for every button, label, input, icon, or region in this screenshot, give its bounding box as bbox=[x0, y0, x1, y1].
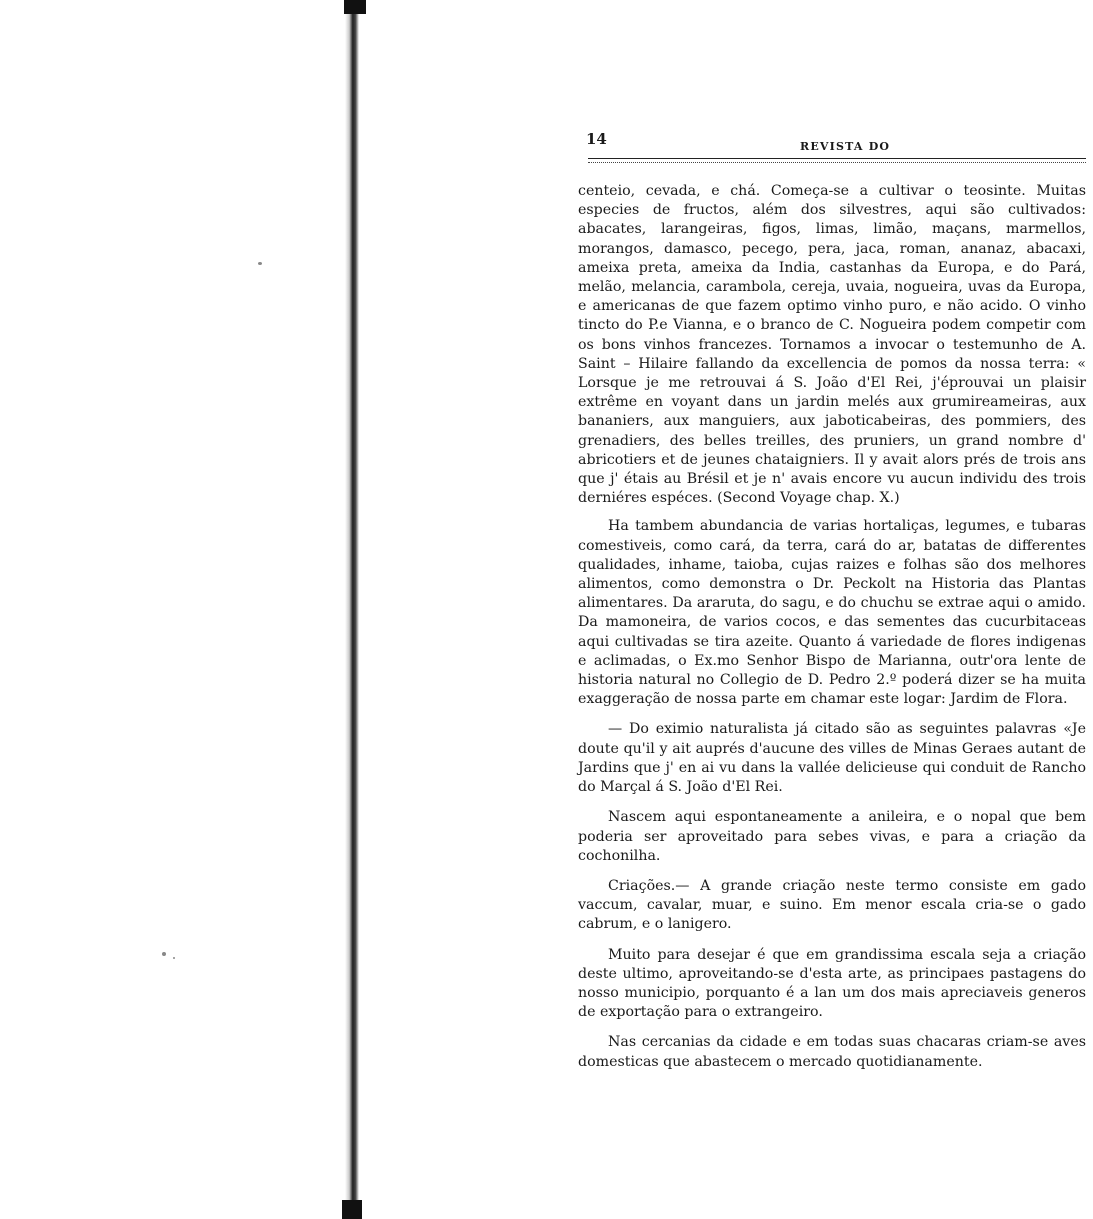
right-page bbox=[578, 130, 1088, 1070]
paragraph: Muito para desejar é que em grandissima escala seja a criação deste ultimo, aproveitando-se d'esta arte, as principaes pastagens do nosso municipio, porquanto é a lan um dos mais apreciaveis generos de exportação para o extrangeiro. bbox=[578, 946, 1086, 1021]
running-title: REVISTA DO bbox=[800, 140, 891, 153]
page-body bbox=[578, 182, 1086, 1072]
paragraph: Nas cercanias da cidade e em todas suas chacaras criam-se aves domesticas que abastecem o mercado quotidianamente. bbox=[578, 1034, 1086, 1070]
paper-speck bbox=[173, 957, 175, 959]
left-blank-page bbox=[0, 0, 350, 1219]
paragraph: centeio, cevada, e chá. Começa-se a cultivar o teosinte. Muitas especies de fructos, além dos silvestres, aqui são cultivados: abacates, larangeiras, figos, limas, limão, maçans, marmellos, morangos, damasco, pecego, pera, jaca, roman, ananaz, abacaxi, ameixa preta, ameixa da India, castanhas da Europa, e do Pará, melão, melancia, carambola, cereja, uvaia, nogueira, uvas da Europa, e americanas de que fazem optimo vinho puro, e não acido. O vinho tincto do P.e Vianna, e o branco de C. Nogueira podem competir com os bons vinhos francezes. Tornamos a invocar o testemunho de A. Saint – Hilaire fallando da excellencia de pomos da nossa terra: « Lorsque je me retrouvai á S. João d'El Rei, j'éprouvai un plaisir extrême en voyant dans un jardin melés aux grumireameiras, aux bananiers, aux manguiers, aux jaboticabeiras, des pommiers, des grenadiers, des belles treilles, des pruniers, un grand nombre d' abricotiers et de jeunes chataigniers. Il y avait alors prés de trois ans que j' étais au Brésil et je n' avais encore vu aucun individu des trois derniéres espéces. (Second Voyage chap. X.) bbox=[578, 183, 1086, 507]
paper-speck bbox=[258, 262, 262, 265]
page-header bbox=[578, 130, 1088, 156]
gutter-shadow-top bbox=[344, 0, 366, 14]
paragraph: Criações.— A grande criação neste termo consiste em gado vaccum, cavalar, muar, e suino. Em menor escala cria-se o gado cabrum, e o lanigero. bbox=[578, 877, 1086, 933]
gutter-shadow-bottom bbox=[342, 1200, 362, 1219]
paragraph: — Do eximio naturalista já citado são as seguintes palavras «Je doute qu'il y ait auprés d'aucune des villes de Minas Geraes autant de Jardins que j' en ai vu dans la vallée delicieuse qui conduit de Rancho do Marçal á S. João d'El Rei. bbox=[578, 721, 1086, 796]
paper-speck bbox=[162, 952, 166, 956]
header-rule bbox=[588, 158, 1086, 163]
paragraph: Nascem aqui espontaneamente a anileira, e o nopal que bem poderia ser aproveitado para sebes vivas, e para a criação da cochonilha. bbox=[578, 809, 1086, 864]
paragraph: Ha tambem abundancia de varias hortaliças, legumes, e tubaras comestiveis, como cará, da terra, cará do ar, batatas de differentes qualidades, inhame, taioba, cujas raizes e folhas são dos melhores alimentos, como demonstra o Dr. Peckolt na Historia das Plantas alimentares. Da araruta, do sagu, e do chuchu se extrae aqui o amido. Da mamoneira, de varios cocos, e das sementes das cucurbitaceas aqui cultivadas se tira azeite. Quanto á variedade de flores indigenas e aclimadas, o Ex.mo Senhor Bispo de Marianna, outr'ora lente de historia natural no Collegio de D. Pedro 2.º poderá dizer se ha muita exaggeração de nossa parte em chamar este logar: Jardim de Flora. bbox=[578, 518, 1086, 708]
page-number: 14 bbox=[586, 130, 607, 148]
book-gutter bbox=[345, 0, 359, 1219]
